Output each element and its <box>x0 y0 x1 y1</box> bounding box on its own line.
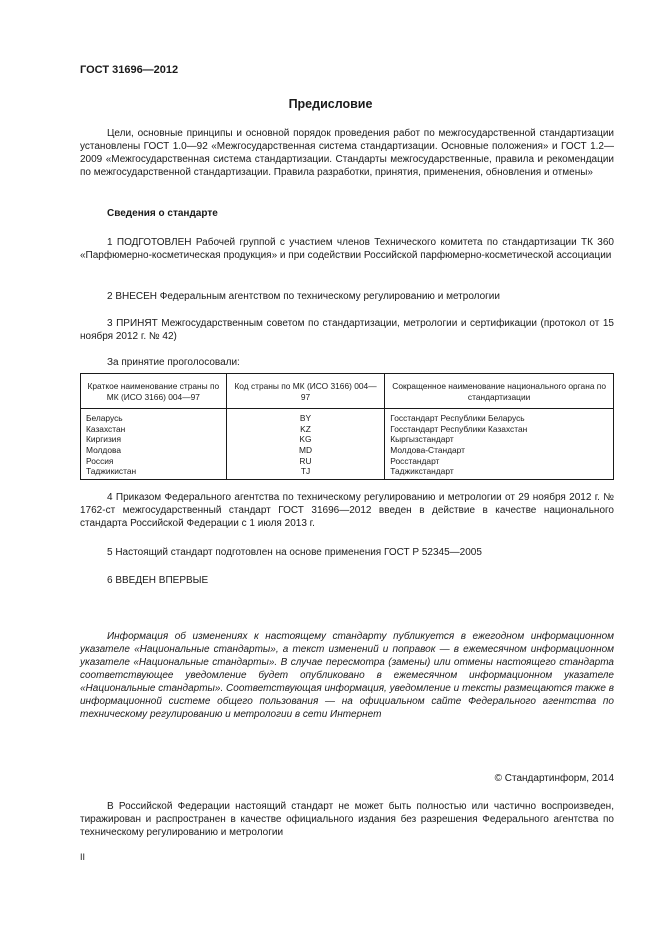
table-row <box>81 424 614 435</box>
code-cell: KG <box>226 434 385 445</box>
table-row <box>81 456 614 467</box>
org-cell: Таджикстандарт <box>385 466 614 479</box>
changes-notice: Информация об изменениях к настоящему стандарту публикуется в ежегодном информационном указателе «Национальные стандарты», а текст изменений и поправок — в ежемесячном информационном указателе «Национальные стандарты». В случае пересмотра (замены) или отмены настоящего стандарта соответствующее уведомление будет опубликовано в ежемесячном информационном указателе «Национальные стандарты». Соответствующая информация, уведомление и тексты размещаются также в информационной системе общего пользования — на официальном сайте Федерального агентства по техническому регулированию и метрологии в сети Интернет <box>80 631 614 720</box>
item-4-order: 4 Приказом Федерального агентства по техническому регулированию и метрологии от 29 ноября 2012 г. № 1762-ст межгосударственный стандарт ГОСТ 31696—2012 введен в действие в качестве национального стандарта Российской Федерации с 1 июля 2013 г. <box>80 492 614 529</box>
code-cell: KZ <box>226 424 385 435</box>
country-cell: Молдова <box>81 445 227 456</box>
code-cell: BY <box>226 409 385 424</box>
table-header-row <box>81 374 614 409</box>
item-5-basis: 5 Настоящий стандарт подготовлен на основе применения ГОСТ Р 52345—2005 <box>107 547 482 558</box>
table-row <box>81 434 614 445</box>
country-cell: Казахстан <box>81 424 227 435</box>
org-cell: Госстандарт Республики Беларусь <box>385 409 614 424</box>
vote-label: За принятие проголосовали: <box>107 357 240 368</box>
code-cell: MD <box>226 445 385 456</box>
col-header-country: Краткое наименование страны по МК (ИСО 3166) 004—97 <box>81 374 227 409</box>
org-cell: Росстандарт <box>385 456 614 467</box>
org-cell: Госстандарт Республики Казахстан <box>385 424 614 435</box>
page-title: Предисловие <box>288 97 373 111</box>
about-standard-heading: Сведения о стандарте <box>107 208 218 219</box>
org-cell: Молдова-Стандарт <box>385 445 614 456</box>
page-number: II <box>80 852 86 862</box>
item-3-adopted: 3 ПРИНЯТ Межгосударственным советом по стандартизации, метрологии и сертификации (протокол от 15 ноября 2012 г. № 42) <box>80 318 614 342</box>
code-cell: TJ <box>226 466 385 479</box>
country-cell: Беларусь <box>81 409 227 424</box>
country-cell: Россия <box>81 456 227 467</box>
country-cell: Киргизия <box>81 434 227 445</box>
table-row <box>81 445 614 456</box>
col-header-code: Код страны по МК (ИСО 3166) 004—97 <box>226 374 385 409</box>
item-1-prepared: 1 ПОДГОТОВЛЕН Рабочей группой с участием членов Технического комитета по стандартизации ТК 360 «Парфюмерно-косметическая продукция» и при содействии Российской парфюмерно-косметической ассоциации <box>80 237 614 261</box>
country-cell: Таджикистан <box>81 466 227 479</box>
table-row <box>81 409 614 424</box>
org-cell: Кыргызстандарт <box>385 434 614 445</box>
intro-paragraph: Цели, основные принципы и основной порядок проведения работ по межгосударственной стандартизации установлены ГОСТ 1.0—92 «Межгосударственная система стандартизации. Основные положения» и ГОСТ 1.2—2009 «Межгосударственная система стандартизации. Стандарты межгосударственные, правила и рекомендации по межгосударственной стандартизации. Правила разработки, принятия, применения, обновления и отмены» <box>80 128 614 178</box>
code-cell: RU <box>226 456 385 467</box>
item-2-introduced: 2 ВНЕСЕН Федеральным агентством по техническому регулированию и метрологии <box>107 291 500 302</box>
reproduction-rights: В Российской Федерации настоящий стандарт не может быть полностью или частично воспроизведен, тиражирован и распространен в качестве официального издания без разрешения Федерального агентства по техническому регулированию и метрологии <box>80 801 614 838</box>
table-row <box>81 466 614 479</box>
col-header-org: Сокращенное наименование национального органа по стандартизации <box>385 374 614 409</box>
copyright: © Стандартинформ, 2014 <box>494 773 614 784</box>
voting-table <box>80 373 614 480</box>
item-6-first-introduced: 6 ВВЕДЕН ВПЕРВЫЕ <box>107 575 209 586</box>
document-header: ГОСТ 31696—2012 <box>80 64 179 76</box>
